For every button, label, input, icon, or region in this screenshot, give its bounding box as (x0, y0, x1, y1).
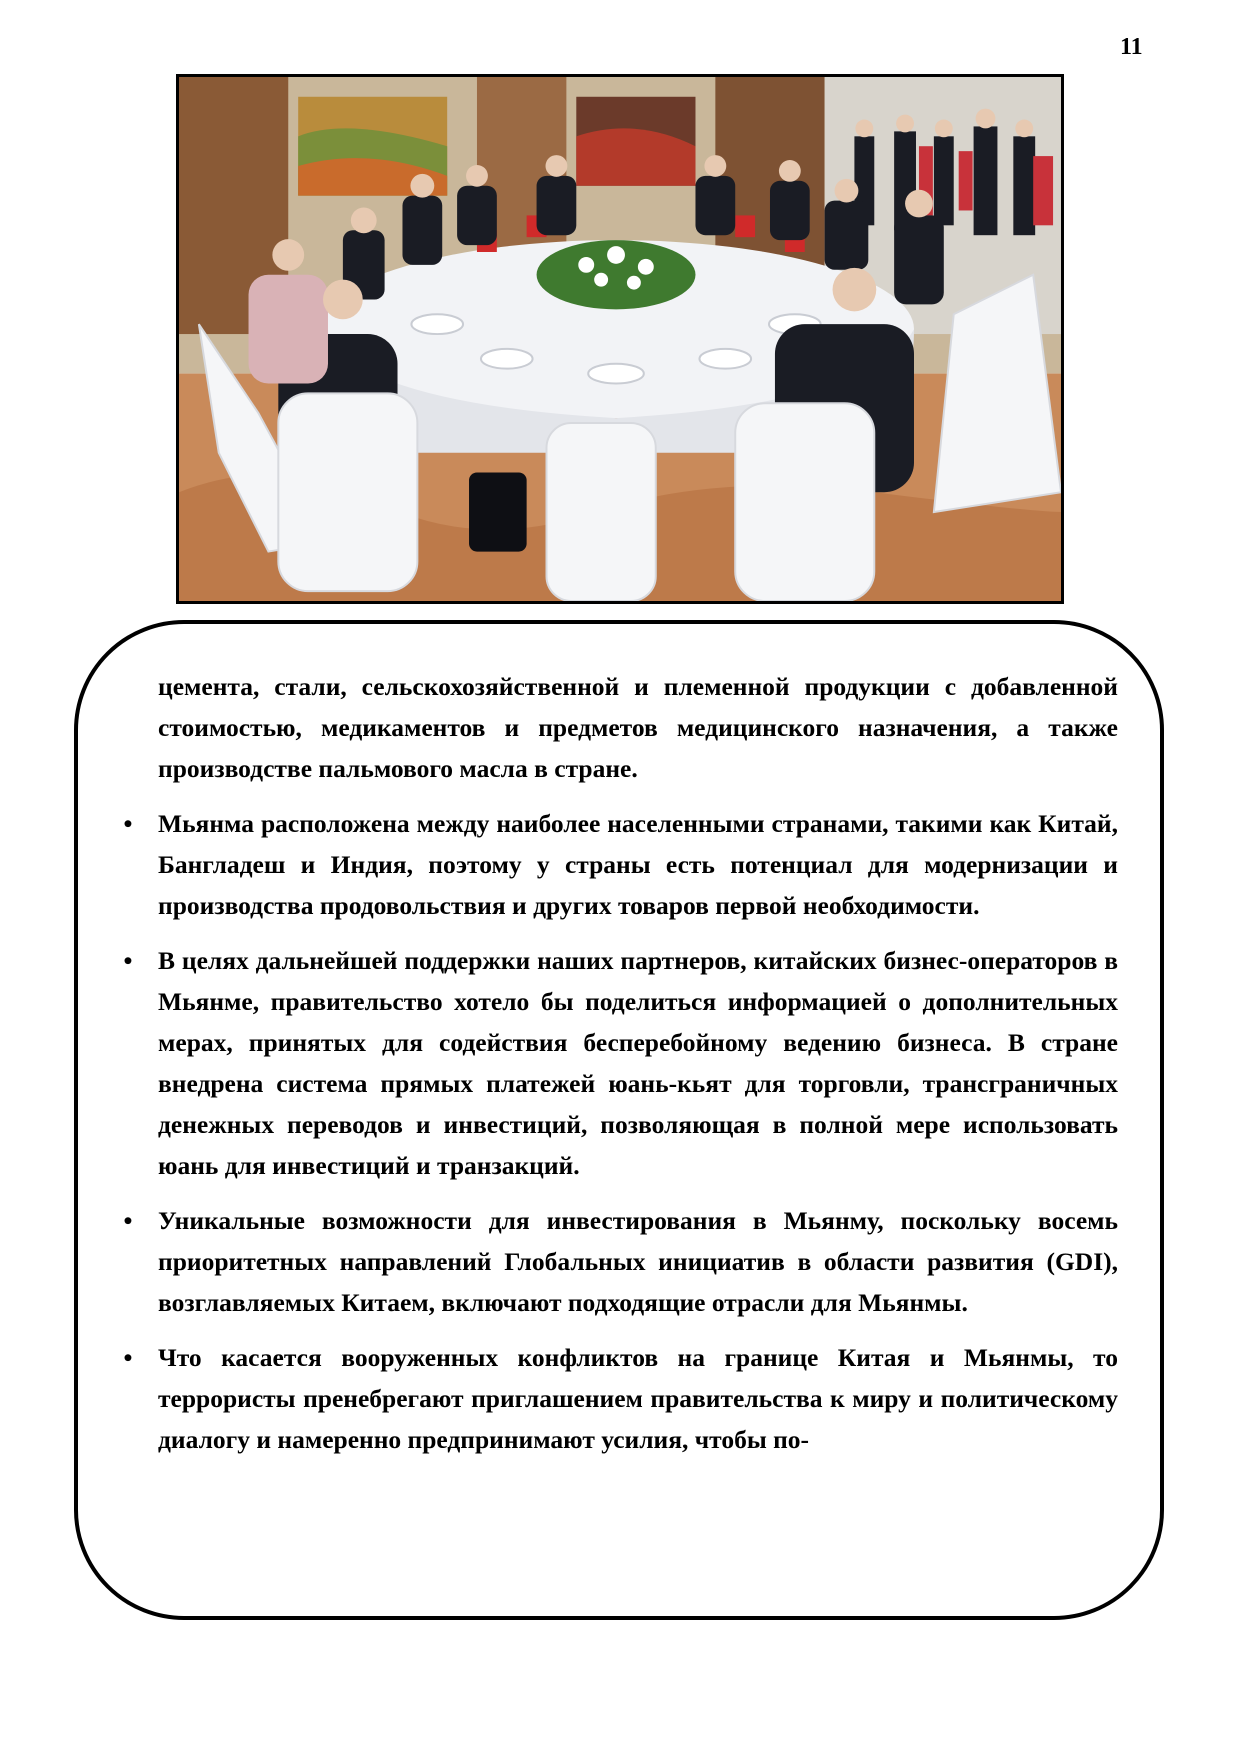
bullet-icon: • (123, 809, 133, 838)
intro-paragraph: цемента, стали, сельскохозяйственной и племенной продукции с добавленной стоимостью, медикаментов и предметов медицинского назначения, а также производстве пальмового масла в стране. (158, 672, 1118, 783)
list-item-text: Уникальные возможности для инвестирования в Мьянму, поскольку восемь приоритетных направлений Глобальных инициатив в области развития (GDI), возглавляемых Китаем, включают подходящие отрасли для Мьянмы. (158, 1206, 1118, 1317)
list-item (123, 1337, 1118, 1460)
page-number: 11 (1120, 34, 1143, 60)
list-item-text: Мьянма расположена между наиболее населенными странами, такими как Китай, Бангладеш и Индия, поэтому у страны есть потенциал для модернизации и производства продовольствия и других товаров первой необходимости. (158, 809, 1118, 920)
text-frame (74, 620, 1164, 1620)
list-item-text: В целях дальнейшей поддержки наших партнеров, китайских бизнес-операторов в Мьянме, правительство хотело бы поделиться информацией о дополнительных мерах, принятых для содействия бесперебойному ведению бизнеса. В стране внедрена система прямых платежей юань-кьят для торговли, трансграничных денежных переводов и инвестиций, позволяющая в полной мере использовать юань для инвестиций и транзакций. (158, 946, 1118, 1180)
bullet-icon: • (123, 1206, 133, 1235)
list-item-text: Что касается вооруженных конфликтов на границе Китая и Мьянмы, то террористы пренебрегают приглашением правительства к миру и политическому диалогу и намеренно предпринимают усилия, чтобы по- (158, 1343, 1118, 1454)
list-item (123, 940, 1118, 1186)
bullet-icon: • (123, 1343, 133, 1372)
banquet-illustration (179, 77, 1061, 601)
list-item (123, 1200, 1118, 1323)
bullet-icon: • (123, 946, 133, 975)
body-text (123, 666, 1118, 1474)
banquet-photo (176, 74, 1064, 604)
list-item (123, 803, 1118, 926)
